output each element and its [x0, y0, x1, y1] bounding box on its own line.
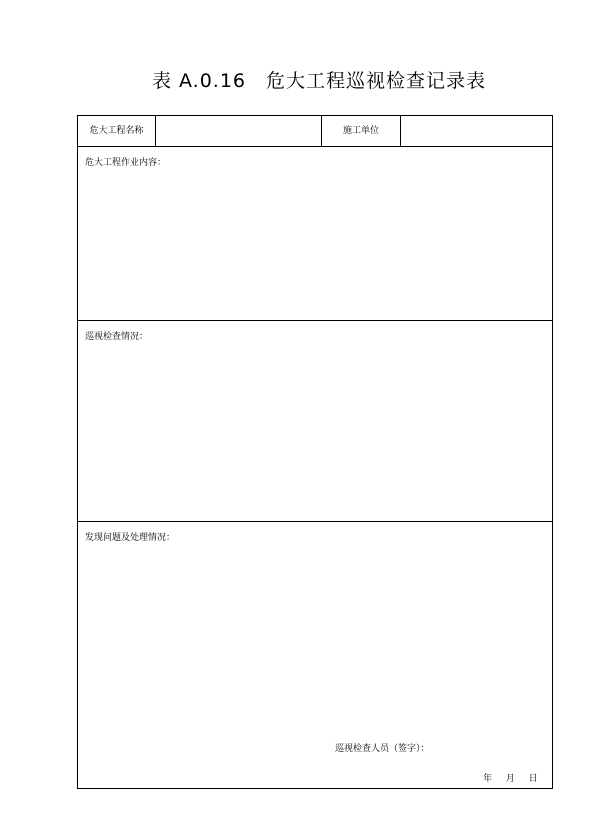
inspection-record-form — [77, 115, 553, 789]
issues-section[interactable] — [78, 522, 552, 788]
inspection-section[interactable] — [78, 321, 552, 522]
date-row — [483, 771, 538, 784]
project-name-field[interactable] — [156, 116, 322, 146]
inspector-signature-label: 巡视检查人员（签字）： — [335, 744, 430, 754]
day-label: 日 — [528, 774, 538, 784]
issues-label: 发现问题及处理情况： — [85, 533, 176, 543]
header-row — [78, 116, 552, 147]
month-label: 月 — [505, 774, 515, 784]
work-content-label: 危大工程作业内容： — [85, 158, 167, 168]
contractor-field[interactable] — [401, 116, 552, 146]
contractor-label: 施工单位 — [322, 116, 401, 146]
year-label: 年 — [483, 774, 493, 784]
work-content-section[interactable] — [78, 147, 552, 321]
project-name-label: 危大工程名称 — [78, 116, 156, 146]
inspection-label: 巡视检查情况： — [85, 332, 149, 342]
page-title: 表 A.0.16 危大工程巡视检查记录表 — [151, 70, 487, 92]
